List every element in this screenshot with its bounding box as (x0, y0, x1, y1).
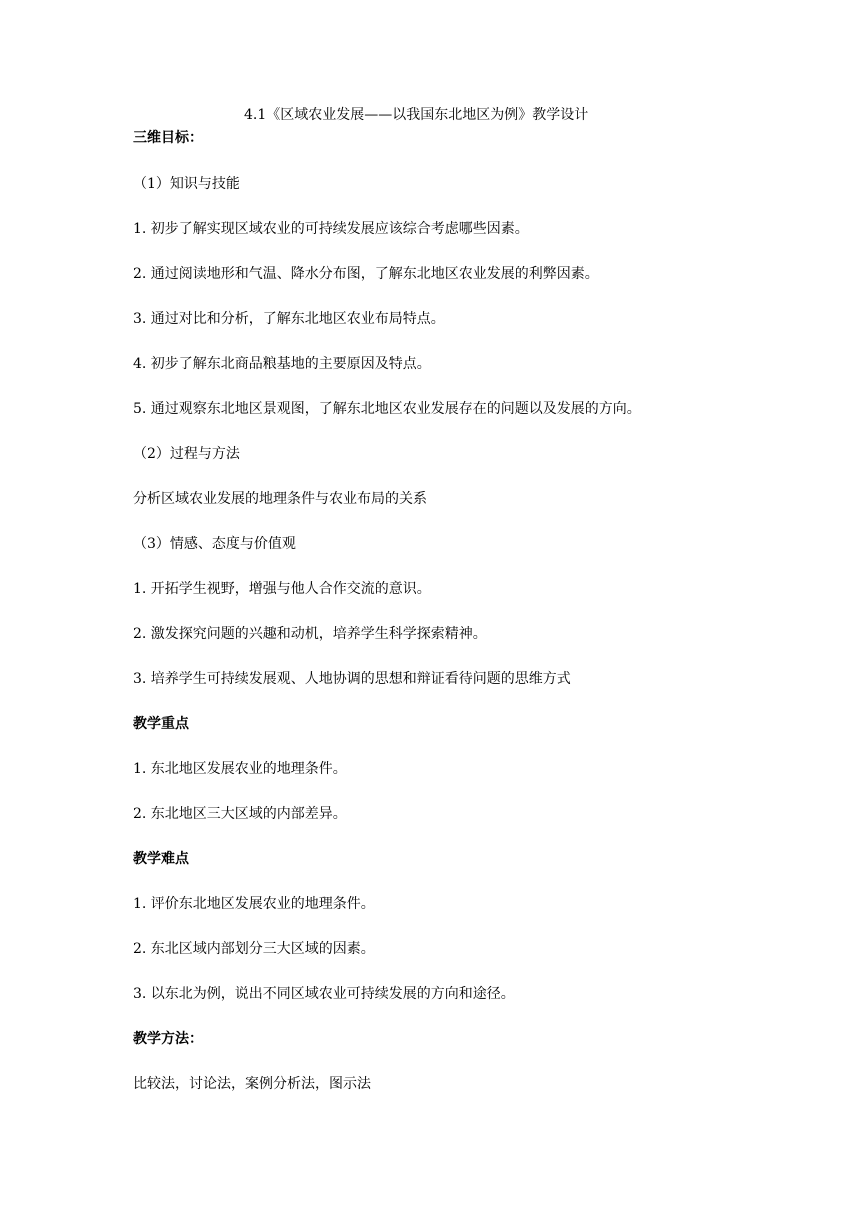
process-methods-label: （2）过程与方法 (133, 446, 240, 462)
key-point-1: 1. 东北地区发展农业的地理条件。 (133, 761, 347, 777)
process-methods-text: 分析区域农业发展的地理条件与农业布局的关系 (133, 491, 427, 507)
document-title: 4.1《区域农业发展——以我国东北地区为例》教学设计 (244, 107, 589, 123)
knowledge-item-4: 4. 初步了解东北商品粮基地的主要原因及特点。 (133, 356, 431, 372)
values-item-3: 3. 培养学生可持续发展观、人地协调的思想和辩证看待问题的思维方式 (133, 671, 571, 687)
methods-heading: 教学方法： (133, 1031, 203, 1047)
key-points-heading: 教学重点 (133, 716, 189, 732)
objectives-heading: 三维目标： (133, 130, 203, 146)
difficulties-heading: 教学难点 (133, 851, 189, 867)
values-item-2: 2. 激发探究问题的兴趣和动机，培养学生科学探索精神。 (133, 626, 487, 642)
knowledge-item-3: 3. 通过对比和分析，了解东北地区农业布局特点。 (133, 311, 445, 327)
knowledge-skills-label: （1）知识与技能 (133, 176, 240, 192)
knowledge-item-5: 5. 通过观察东北地区景观图，了解东北地区农业发展存在的问题以及发展的方向。 (133, 401, 641, 417)
difficulty-3: 3. 以东北为例，说出不同区域农业可持续发展的方向和途径。 (133, 986, 515, 1002)
values-item-1: 1. 开拓学生视野，增强与他人合作交流的意识。 (133, 581, 431, 597)
values-label: （3）情感、态度与价值观 (133, 536, 296, 552)
difficulty-1: 1. 评价东北地区发展农业的地理条件。 (133, 896, 375, 912)
knowledge-item-2: 2. 通过阅读地形和气温、降水分布图，了解东北地区农业发展的利弊因素。 (133, 266, 599, 282)
knowledge-item-1: 1. 初步了解实现区域农业的可持续发展应该综合考虑哪些因素。 (133, 221, 529, 237)
difficulty-2: 2. 东北区域内部划分三大区域的因素。 (133, 941, 375, 957)
key-point-2: 2. 东北地区三大区域的内部差异。 (133, 806, 347, 822)
methods-text: 比较法，讨论法，案例分析法，图示法 (133, 1076, 371, 1092)
